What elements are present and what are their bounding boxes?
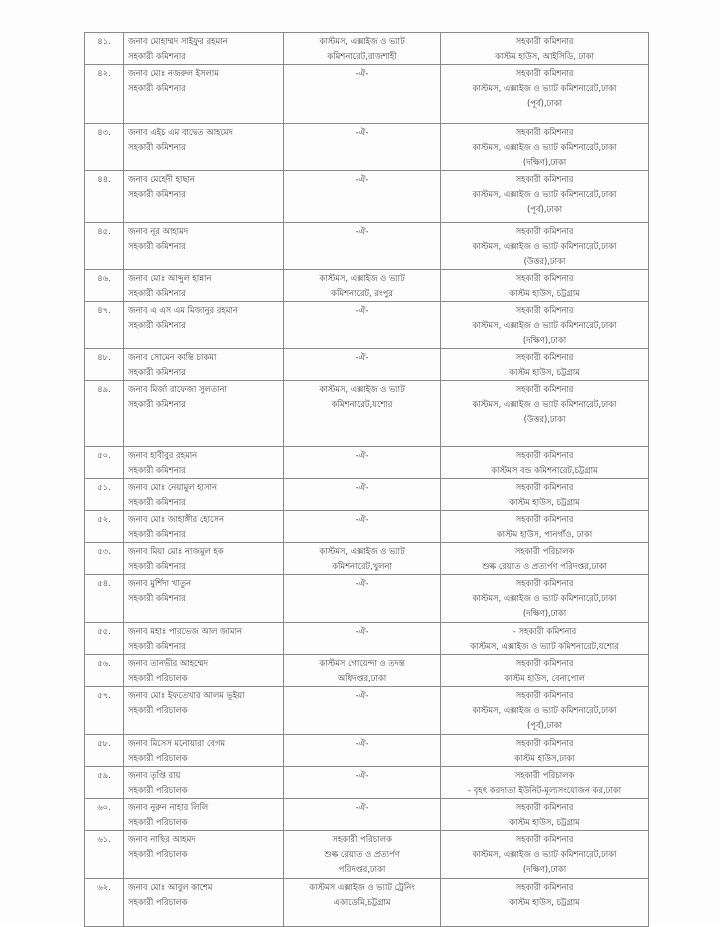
serial-number: ৫২.	[85, 511, 124, 543]
new-posting-line: সহকারী কমিশনার	[515, 514, 574, 524]
current-posting-cell	[284, 655, 441, 687]
officer-name: জনাব নুরুন নাহার লিলি	[128, 802, 209, 812]
officer-cell	[124, 831, 284, 879]
table-row	[85, 171, 649, 223]
roster-body	[85, 33, 649, 927]
officer-cell	[124, 349, 284, 381]
current-posting-line: -ঐ-	[355, 68, 369, 78]
current-posting-line: -ঐ-	[355, 482, 369, 492]
serial-number: ৪৯.	[85, 381, 124, 447]
new-posting-line: কাস্টম হাউস, বেনাপোল	[504, 673, 585, 683]
officer-cell	[124, 687, 284, 735]
officer-cell	[124, 543, 284, 575]
officer-cell	[124, 879, 284, 927]
new-posting-line: - সহকারী কমিশনার	[512, 626, 577, 636]
officer-name: জনাব মিসেস মনোয়ারা বেগম	[128, 738, 226, 748]
officer-cell	[124, 767, 284, 799]
serial-number: ৪৪.	[85, 171, 124, 223]
table-row	[85, 879, 649, 927]
table-row	[85, 381, 649, 447]
officer-name: জনাব এ এস এম মিজানুর রহমান	[128, 305, 238, 315]
officer-cell	[124, 447, 284, 479]
officer-designation: সহকারী পরিচালক	[128, 897, 188, 907]
table-row	[85, 575, 649, 623]
officer-designation: সহকারী কমিশনার	[128, 288, 186, 298]
officer-name: জনাব মোঃ জাহাঙ্গীর হোসেন	[128, 514, 224, 524]
transfer-roster-table	[84, 32, 649, 927]
current-posting-line: কাস্টমস এক্সাইজ ও ভ্যাট ট্রেনিং	[309, 882, 415, 892]
current-posting-cell	[284, 349, 441, 381]
new-posting-line: কাস্টমস, এক্সাইজ ও ভ্যাট কমিশনারেট,ঢাকা	[472, 593, 617, 603]
officer-cell	[124, 124, 284, 171]
table-row	[85, 831, 649, 879]
serial-number: ৪৬.	[85, 270, 124, 302]
current-posting-cell	[284, 124, 441, 171]
new-posting-cell	[441, 687, 649, 735]
current-posting-line: -ঐ-	[355, 226, 369, 236]
officer-designation: সহকারী কমিশনার	[128, 465, 186, 475]
table-row	[85, 479, 649, 511]
new-posting-line: (দক্ষিণ),ঢাকা	[522, 864, 567, 874]
new-posting-line: কাস্টম হাউস, চট্টগ্রাম	[509, 367, 580, 377]
new-posting-line: সহকারী কমিশনার	[515, 273, 574, 283]
current-posting-line: -ঐ-	[355, 690, 369, 700]
new-posting-line: সহকারী কমিশনার	[515, 174, 574, 184]
serial-number: ৫৬.	[85, 655, 124, 687]
officer-designation: সহকারী পরিচালক	[128, 673, 188, 683]
table-row	[85, 511, 649, 543]
new-posting-line: কাস্টমস, এক্সাইজ ও ভ্যাট কমিশনারেট,ঢাকা	[472, 142, 617, 152]
new-posting-line: কাস্টমস, এক্সাইজ ও ভ্যাট কমিশনারেট,যশোর	[470, 641, 619, 651]
new-posting-cell	[441, 223, 649, 270]
new-posting-cell	[441, 511, 649, 543]
current-posting-cell	[284, 687, 441, 735]
officer-cell	[124, 223, 284, 270]
serial-number: ৫১.	[85, 479, 124, 511]
new-posting-line: কাস্টম হাউস, চট্টগ্রাম	[509, 288, 580, 298]
officer-name: জনাব মোঃ আবুল কাশেম	[128, 882, 213, 892]
new-posting-line: সহকারী কমিশনার	[515, 127, 574, 137]
table-row	[85, 735, 649, 767]
officer-name: জনাব নাছির আহমদ	[128, 834, 196, 844]
new-posting-line: কাস্টমস, এক্সাইজ ও ভ্যাট কমিশনারেট,ঢাকা	[472, 705, 617, 715]
current-posting-cell	[284, 223, 441, 270]
officer-cell	[124, 623, 284, 655]
officer-cell	[124, 575, 284, 623]
new-posting-line: (পূর্ব),ঢাকা	[527, 98, 562, 108]
new-posting-line: সহকারী কমিশনার	[515, 305, 574, 315]
table-row	[85, 124, 649, 171]
officer-designation: সহকারী কমিশনার	[128, 593, 186, 603]
new-posting-line: (দক্ষিণ),ঢাকা	[522, 335, 567, 345]
table-row	[85, 687, 649, 735]
current-posting-line: অধিদপ্তর,ঢাকা	[337, 673, 387, 683]
new-posting-cell	[441, 171, 649, 223]
new-posting-cell	[441, 623, 649, 655]
officer-name: জনাব তৃপ্তি রায়	[128, 770, 181, 780]
table-row	[85, 33, 649, 65]
new-posting-line: সহকারী কমিশনার	[515, 450, 574, 460]
new-posting-line: কাস্টমস বন্ড কমিশনারেট,চট্টগ্রাম	[491, 465, 598, 475]
officer-name: জনাব হাবীবুর রহমান	[128, 450, 198, 460]
new-posting-line: (দক্ষিণ),ঢাকা	[522, 608, 567, 618]
new-posting-line: - বৃহৎ করদাতা ইউনিট-মূল্যসংযোজন কর,ঢাকা	[467, 785, 622, 795]
serial-number: ৪৩.	[85, 124, 124, 171]
new-posting-line: কাস্টমস, এক্সাইজ ও ভ্যাট কমিশনারেট,ঢাকা	[472, 399, 617, 409]
officer-designation: সহকারী কমিশনার	[128, 320, 186, 330]
current-posting-line: -ঐ-	[355, 514, 369, 524]
new-posting-line: (পূর্ব),ঢাকা	[527, 720, 562, 730]
current-posting-line: কমিশনারেট, রংপুর	[331, 288, 393, 298]
current-posting-line: -ঐ-	[355, 770, 369, 780]
table-row	[85, 767, 649, 799]
new-posting-line: কাস্টমস, এক্সাইজ ও ভ্যাট কমিশনারেট,ঢাকা	[472, 320, 617, 330]
officer-name: জনাব মোঃ ইফতেখার আলম ভূইয়া	[128, 690, 245, 700]
current-posting-line: কমিশনারেট,যশোর	[331, 399, 393, 409]
new-posting-line: কাস্টমস, এক্সাইজ ও ভ্যাট কমিশনারেট,ঢাকা	[472, 849, 617, 859]
serial-number: ৫০.	[85, 447, 124, 479]
new-posting-line: কাস্টমস, এক্সাইজ ও ভ্যাট কমিশনারেট,ঢাকা	[472, 83, 617, 93]
new-posting-line: সহকারী কমিশনার	[515, 834, 574, 844]
officer-designation: সহকারী কমিশনার	[128, 189, 186, 199]
officer-designation: সহকারী কমিশনার	[128, 142, 186, 152]
current-posting-cell	[284, 302, 441, 349]
new-posting-line: কাস্টমস, এক্সাইজ ও ভ্যাট কমিশনারেট,ঢাকা	[472, 189, 617, 199]
new-posting-line: সহকারী কমিশনার	[515, 68, 574, 78]
officer-cell	[124, 381, 284, 447]
officer-designation: সহকারী কমিশনার	[128, 561, 186, 571]
new-posting-line: সহকারী পরিচালক	[514, 546, 575, 556]
officer-designation: সহকারী কমিশনার	[128, 83, 186, 93]
officer-name: জনাব মেহেদী হাছান	[128, 174, 195, 184]
new-posting-line: সহকারী কমিশনার	[515, 578, 574, 588]
current-posting-cell	[284, 575, 441, 623]
table-row	[85, 349, 649, 381]
current-posting-cell	[284, 767, 441, 799]
new-posting-cell	[441, 575, 649, 623]
current-posting-line: কাস্টমস, এক্সাইজ ও ভ্যাট	[319, 546, 405, 556]
new-posting-line: সহকারী কমিশনার	[515, 36, 574, 46]
new-posting-line: কাস্টম হাউস,ঢাকা	[514, 753, 575, 763]
officer-cell	[124, 270, 284, 302]
officer-designation: সহকারী পরিচালক	[128, 785, 188, 795]
new-posting-line: (উত্তর),ঢাকা	[523, 414, 566, 424]
new-posting-cell	[441, 543, 649, 575]
current-posting-cell	[284, 735, 441, 767]
new-posting-cell	[441, 447, 649, 479]
current-posting-line: কাস্টমস, এক্সাইজ ও ভ্যাট	[319, 36, 405, 46]
serial-number: ৪২.	[85, 65, 124, 124]
current-posting-cell	[284, 270, 441, 302]
table-row	[85, 447, 649, 479]
new-posting-cell	[441, 33, 649, 65]
current-posting-line: -ঐ-	[355, 352, 369, 362]
new-posting-line: সহকারী পরিচালক	[514, 770, 575, 780]
officer-designation: সহকারী কমিশনার	[128, 51, 186, 61]
officer-designation: সহকারী কমিশনার	[128, 241, 186, 251]
current-posting-cell	[284, 799, 441, 831]
officer-cell	[124, 302, 284, 349]
officer-name: জনাব মোঃ নজরুল ইসলাম	[128, 68, 219, 78]
new-posting-line: সহকারী কমিশনার	[515, 352, 574, 362]
new-posting-line: সহকারী কমিশনার	[515, 882, 574, 892]
current-posting-line: সহকারী পরিচালক	[332, 834, 392, 844]
serial-number: ৫৪.	[85, 575, 124, 623]
officer-designation: সহকারী কমিশনার	[128, 399, 186, 409]
new-posting-cell	[441, 124, 649, 171]
current-posting-line: কমিশনারেট,খুলনা	[332, 561, 392, 571]
officer-name: জনাব মিয়া মোঃ নাজমুল হক	[128, 546, 224, 556]
officer-name: জনাব মোঃ নেয়ামুল হাসান	[128, 482, 217, 492]
new-posting-line: কাস্টম হাউস, পানগাঁও, ঢাকা	[496, 529, 593, 539]
serial-number: ৪৫.	[85, 223, 124, 270]
officer-name: জনাব মুর্শিদা খাতুন	[128, 578, 191, 588]
current-posting-line: -ঐ-	[355, 738, 369, 748]
officer-name: জনাব তানভীর আহম্মেদ	[128, 658, 209, 668]
new-posting-cell	[441, 879, 649, 927]
current-posting-line: -ঐ-	[355, 305, 369, 315]
current-posting-line: শুল্ক রেয়াত ও প্রত্যর্পণ	[324, 849, 400, 859]
current-posting-line: কাস্টমস গোয়েন্দা ও তদন্ত	[319, 658, 405, 668]
new-posting-line: (পূর্ব),ঢাকা	[527, 204, 562, 214]
officer-name: জনাব মির্জা রাফেজা সুলতানা	[128, 384, 227, 394]
serial-number: ৫৭.	[85, 687, 124, 735]
officer-cell	[124, 735, 284, 767]
current-posting-line: কাস্টমস, এক্সাইজ ও ভ্যাট	[319, 384, 405, 394]
new-posting-line: (উত্তর),ঢাকা	[523, 256, 566, 266]
officer-cell	[124, 511, 284, 543]
serial-number: ৫৯.	[85, 767, 124, 799]
table-row	[85, 302, 649, 349]
current-posting-line: -ঐ-	[355, 450, 369, 460]
officer-name: জনাব মোহাম্মদ সাইফুর রহমান	[128, 36, 228, 46]
officer-designation: সহকারী পরিচালক	[128, 705, 188, 715]
new-posting-line: কাস্টম হাউস, চট্টগ্রাম	[509, 497, 580, 507]
new-posting-cell	[441, 831, 649, 879]
current-posting-line: -ঐ-	[355, 578, 369, 588]
officer-name: জনাব এইচ এম বাদ্বেত আহমেদ	[128, 127, 233, 137]
table-row	[85, 223, 649, 270]
officer-name: জনাব নূর আহামদ	[128, 226, 189, 236]
officer-designation: সহকারী পরিচালক	[128, 849, 188, 859]
new-posting-cell	[441, 767, 649, 799]
new-posting-line: কাস্টম হাউস, চট্টগ্রাম	[509, 897, 580, 907]
serial-number: ৬২.	[85, 879, 124, 927]
new-posting-line: সহকারী কমিশনার	[515, 738, 574, 748]
table-row	[85, 270, 649, 302]
table-row	[85, 65, 649, 124]
new-posting-cell	[441, 65, 649, 124]
serial-number: ৫৫.	[85, 623, 124, 655]
new-posting-cell	[441, 270, 649, 302]
current-posting-cell	[284, 447, 441, 479]
officer-cell	[124, 171, 284, 223]
new-posting-line: সহকারী কমিশনার	[515, 226, 574, 236]
current-posting-cell	[284, 511, 441, 543]
new-posting-cell	[441, 735, 649, 767]
officer-designation: সহকারী কমিশনার	[128, 641, 186, 651]
new-posting-cell	[441, 799, 649, 831]
current-posting-line: কাস্টমস, এক্সাইজ ও ভ্যাট	[319, 273, 405, 283]
officer-cell	[124, 65, 284, 124]
serial-number: ৪৮.	[85, 349, 124, 381]
new-posting-line: শুল্ক রেয়াত ও প্রত্যর্পণ পরিদপ্তর,ঢাকা	[482, 561, 607, 571]
new-posting-line: সহকারী কমিশনার	[515, 802, 574, 812]
serial-number: ৪৭.	[85, 302, 124, 349]
current-posting-cell	[284, 479, 441, 511]
table-row	[85, 623, 649, 655]
table-row	[85, 543, 649, 575]
new-posting-line: সহকারী কমিশনার	[515, 482, 574, 492]
current-posting-cell	[284, 33, 441, 65]
current-posting-line: -ঐ-	[355, 802, 369, 812]
new-posting-line: কাস্টম হাউস, চট্টগ্রাম	[509, 817, 580, 827]
current-posting-line: একাডেমি,চট্টগ্রাম	[333, 897, 391, 907]
current-posting-cell	[284, 543, 441, 575]
current-posting-cell	[284, 831, 441, 879]
serial-number: ৫৩.	[85, 543, 124, 575]
current-posting-cell	[284, 381, 441, 447]
new-posting-cell	[441, 349, 649, 381]
new-posting-line: সহকারী কমিশনার	[515, 690, 574, 700]
current-posting-line: কমিশনারেট,রাজশাহী	[327, 51, 397, 61]
new-posting-cell	[441, 302, 649, 349]
officer-designation: সহকারী কমিশনার	[128, 497, 186, 507]
officer-designation: সহকারী কমিশনার	[128, 367, 186, 377]
current-posting-line: -ঐ-	[355, 127, 369, 137]
officer-cell	[124, 479, 284, 511]
current-posting-cell	[284, 879, 441, 927]
officer-designation: সহকারী কমিশনার	[128, 529, 186, 539]
current-posting-line: পরিদপ্তর,ঢাকা	[338, 864, 386, 874]
new-posting-line: কাস্টমস, এক্সাইজ ও ভ্যাট কমিশনারেট,ঢাকা	[472, 241, 617, 251]
officer-cell	[124, 799, 284, 831]
current-posting-cell	[284, 623, 441, 655]
current-posting-cell	[284, 171, 441, 223]
officer-cell	[124, 655, 284, 687]
new-posting-cell	[441, 479, 649, 511]
officer-designation: সহকারী পরিচালক	[128, 753, 188, 763]
new-posting-line: সহকারী কমিশনার	[515, 384, 574, 394]
serial-number: ৪১.	[85, 33, 124, 65]
new-posting-cell	[441, 655, 649, 687]
table-row	[85, 799, 649, 831]
table-row	[85, 655, 649, 687]
officer-designation: সহকারী পরিচালক	[128, 817, 188, 827]
new-posting-line: (দক্ষিণ),ঢাকা	[522, 157, 567, 167]
new-posting-cell	[441, 381, 649, 447]
officer-name: জনাব মহাঃ পারভেজ আল জামান	[128, 626, 243, 636]
officer-name: জনাব মোঃ আব্দুল হান্নান	[128, 273, 212, 283]
new-posting-line: কাস্টম হাউস, আইসিডি, ঢাকা	[495, 51, 594, 61]
current-posting-line: -ঐ-	[355, 174, 369, 184]
current-posting-line: -ঐ-	[355, 626, 369, 636]
current-posting-cell	[284, 65, 441, 124]
serial-number: ৬১.	[85, 831, 124, 879]
serial-number: ৬০.	[85, 799, 124, 831]
new-posting-line: সহকারী কমিশনার	[515, 658, 574, 668]
officer-name: জনাব সোমেন কান্তি চাকমা	[128, 352, 217, 362]
serial-number: ৫৮.	[85, 735, 124, 767]
officer-cell	[124, 33, 284, 65]
